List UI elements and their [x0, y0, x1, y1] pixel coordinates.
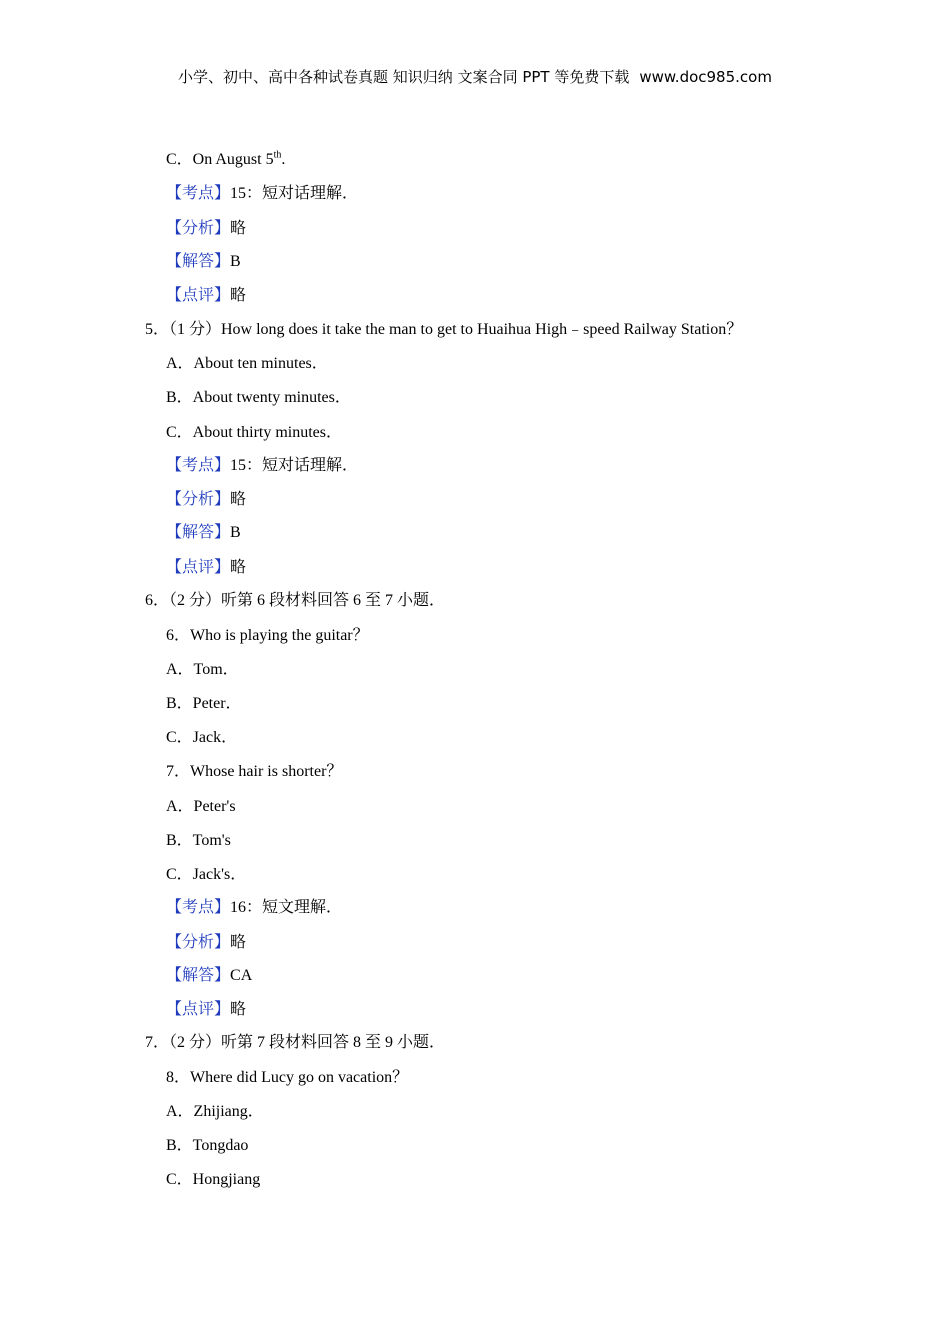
q5-dianping — [166, 558, 246, 578]
q4-fenxi — [166, 219, 246, 239]
jieda-value: B — [230, 524, 241, 541]
q6-sub7: 7．Whose hair is shorter？ — [166, 763, 343, 780]
q5-option-b: B．About twenty minutes． — [166, 389, 351, 406]
header-site: www.doc985.com — [639, 68, 772, 86]
q5-kaodian — [166, 456, 358, 476]
fenxi-value: 略 — [230, 934, 247, 951]
q4-option-c-text: C．On August 5 — [166, 151, 274, 168]
kaodian-value: 16：短文理解． — [230, 899, 343, 916]
q4-jieda — [166, 252, 241, 272]
dianping-value: 略 — [230, 287, 247, 304]
q6-stem: 6．（2 分）听第 6 段材料回答 6 至 7 小题． — [145, 592, 446, 609]
fenxi-tag: 【分析】 — [166, 220, 231, 237]
kaodian-tag: 【考点】 — [166, 899, 231, 916]
q4-dianping — [166, 286, 246, 306]
q6-sub7-option-b: B．Tom's — [166, 832, 231, 849]
fenxi-value: 略 — [230, 491, 247, 508]
kaodian-value: 15：短对话理解． — [230, 457, 359, 474]
q7-sub8-option-a: A．Zhijiang． — [166, 1103, 264, 1120]
q5-option-c: C．About thirty minutes． — [166, 424, 343, 441]
q4-option-c-suffix: . — [281, 151, 286, 168]
jieda-tag: 【解答】 — [166, 253, 231, 270]
dianping-tag: 【点评】 — [166, 287, 231, 304]
q6-fenxi — [166, 933, 246, 953]
q7-sub8: 8．Where did Lucy go on vacation？ — [166, 1069, 409, 1086]
jieda-value: B — [230, 253, 241, 270]
q5-option-a: A．About ten minutes． — [166, 355, 328, 372]
jieda-value: CA — [230, 967, 253, 984]
dianping-tag: 【点评】 — [166, 1001, 231, 1018]
q7-sub8-option-b: B．Tongdao — [166, 1137, 249, 1154]
q6-jieda — [166, 966, 252, 986]
kaodian-tag: 【考点】 — [166, 185, 231, 202]
jieda-tag: 【解答】 — [166, 967, 231, 984]
q5-stem: 5．（1 分）How long does it take the man to get to Huaihua High﹣speed Railway Station？ — [145, 321, 743, 338]
jieda-tag: 【解答】 — [166, 524, 231, 541]
q6-kaodian — [166, 898, 342, 918]
q6-sub6-option-b: B．Peter． — [166, 695, 242, 712]
fenxi-tag: 【分析】 — [166, 934, 231, 951]
q5-jieda — [166, 523, 241, 543]
dianping-tag: 【点评】 — [166, 559, 231, 576]
q6-sub6: 6．Who is playing the guitar？ — [166, 627, 369, 644]
page-header — [0, 66, 950, 87]
q4-option-c — [166, 150, 285, 170]
q6-sub6-option-a: A．Tom． — [166, 661, 239, 678]
q6-sub7-option-a: A．Peter's — [166, 798, 236, 815]
dianping-value: 略 — [230, 1001, 247, 1018]
fenxi-tag: 【分析】 — [166, 491, 231, 508]
dianping-value: 略 — [230, 559, 247, 576]
header-text: 小学、初中、高中各种试卷真题 知识归纳 文案合同 PPT 等免费下载 — [178, 68, 630, 86]
fenxi-value: 略 — [230, 220, 247, 237]
q6-dianping — [166, 1000, 246, 1020]
q6-sub7-option-c: C．Jack's． — [166, 866, 247, 883]
q6-sub6-option-c: C．Jack． — [166, 729, 238, 746]
q5-fenxi — [166, 490, 246, 510]
kaodian-tag: 【考点】 — [166, 457, 231, 474]
q4-kaodian — [166, 184, 358, 204]
q4-option-c-sup: th — [273, 149, 282, 161]
q7-stem: 7．（2 分）听第 7 段材料回答 8 至 9 小题． — [145, 1034, 446, 1051]
kaodian-value: 15：短对话理解． — [230, 185, 359, 202]
q7-sub8-option-c: C．Hongjiang — [166, 1171, 261, 1188]
